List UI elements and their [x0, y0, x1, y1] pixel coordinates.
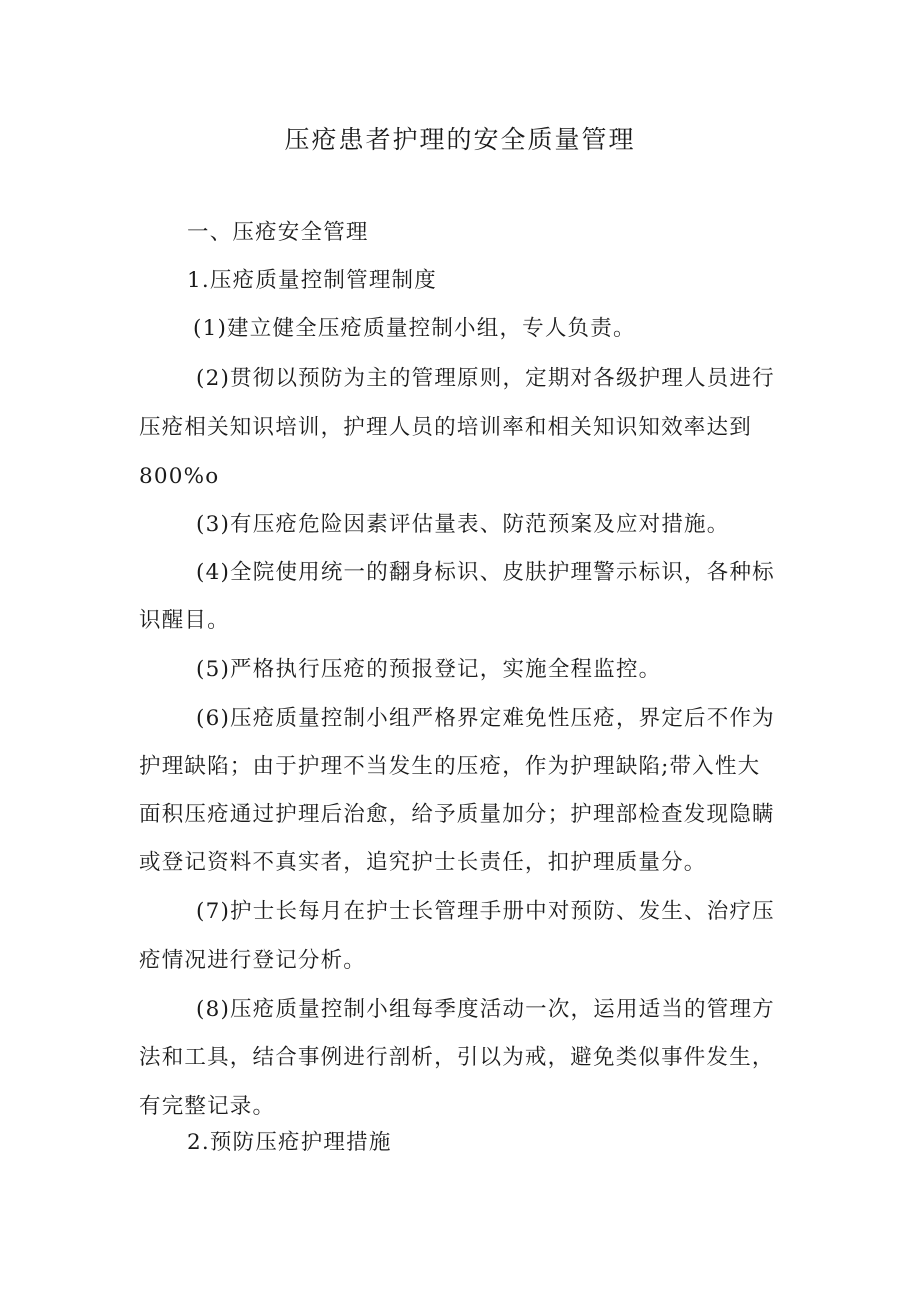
item-6-line-3: 面积压疮通过护理后治愈，给予质量加分；护理部检查发现隐瞒: [139, 802, 775, 827]
subsection-heading-2: 2.预防压疮护理措施: [187, 1130, 392, 1155]
item-2-line-1: (2)贯彻以预防为主的管理原则，定期对各级护理人员进行: [196, 366, 775, 391]
item-7-line-2: 疮情况进行登记分析。: [139, 948, 367, 973]
subsection-heading: 1.压疮质量控制管理制度: [187, 268, 437, 293]
item-8-line-1: (8)压疮质量控制小组每季度活动一次，运用适当的管理方: [196, 997, 775, 1022]
document-title: 压疮患者护理的安全质量管理: [284, 125, 636, 154]
item-8-line-2: 法和工具，结合事例进行剖析，引以为戒，避免类似事件发生，: [139, 1045, 775, 1070]
item-4-line-1: (4)全院使用统一的翻身标识、皮肤护理警示标识，各种标: [196, 560, 775, 585]
item-7-line-1: (7)护士长每月在护士长管理手册中对预防、发生、治疗压: [196, 899, 775, 924]
item-6-line-4: 或登记资料不真实者，追究护士长责任，扣护理质量分。: [139, 850, 707, 875]
item-2-line-3: 800%o: [139, 464, 220, 489]
item-4-line-2: 识醒目。: [139, 608, 230, 633]
item-2-line-2: 压疮相关知识培训，护理人员的培训率和相关知识知效率达到: [139, 415, 752, 440]
section-heading: 一、压疮安全管理: [187, 220, 369, 245]
item-1-line-1: (1)建立健全压疮质量控制小组，专人负责。: [193, 316, 636, 341]
item-6-line-1: (6)压疮质量控制小组严格界定难免性压疮，界定后不作为: [196, 706, 775, 731]
item-6-line-2: 护理缺陷；由于护理不当发生的压疮，作为护理缺陷;带入性大: [139, 754, 761, 779]
item-8-line-3: 有完整记录。: [139, 1094, 276, 1119]
item-3-line-1: (3)有压疮危险因素评估量表、防范预案及应对措施。: [196, 512, 730, 537]
item-5-line-1: (5)严格执行压疮的预报登记，实施全程监控。: [196, 657, 662, 682]
